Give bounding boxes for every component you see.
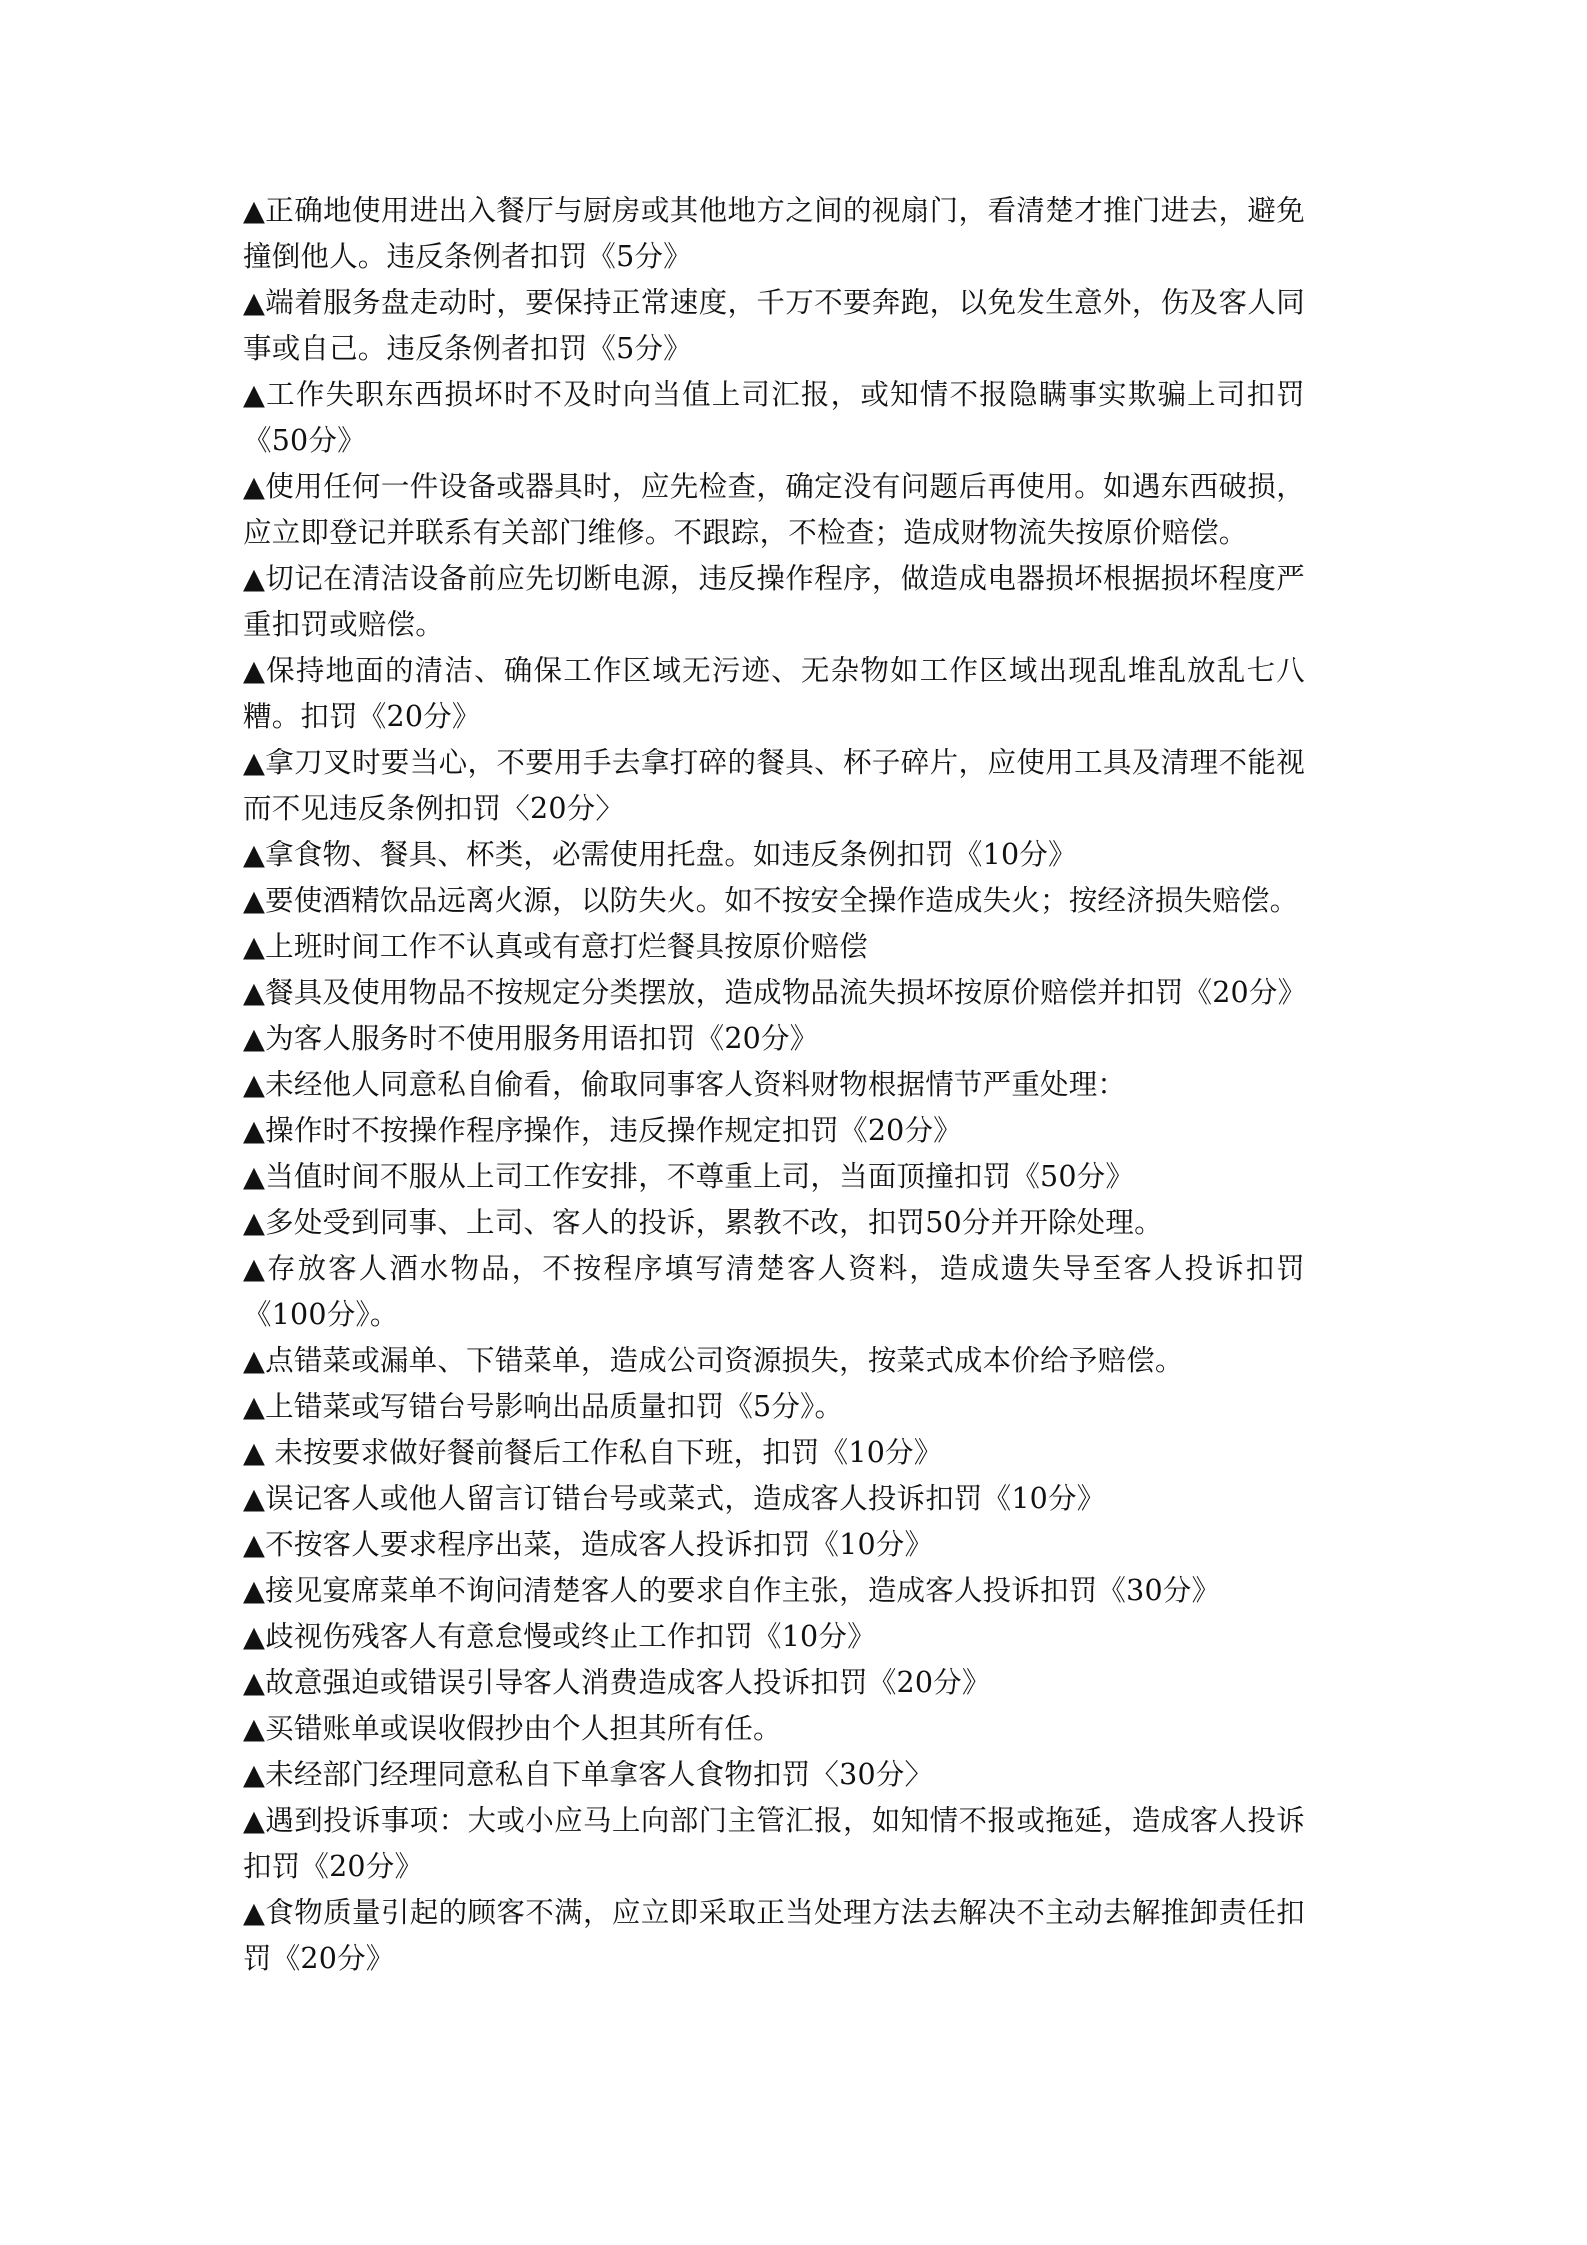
rule-item: ▲不按客人要求程序出菜，造成客人投诉扣罚《10分》 (243, 1528, 934, 1561)
rule-item: ▲端着服务盘走动时，要保持正常速度，千万不要奔跑，以免发生意外，伤及客人同事或自己。违反条例者扣罚《5分》 (243, 286, 1305, 365)
rule-item: ▲接见宴席菜单不询问清楚客人的要求自作主张，造成客人投诉扣罚《30分》 (243, 1574, 1221, 1607)
rule-item: ▲ 未按要求做好餐前餐后工作私自下班，扣罚《10分》 (243, 1436, 943, 1469)
rule-item: ▲拿食物、餐具、杯类，必需使用托盘。如违反条例扣罚《10分》 (243, 838, 1077, 871)
rule-item: ▲拿刀叉时要当心，不要用手去拿打碎的餐具、杯子碎片，应使用工具及清理不能视而不见违反条例扣罚〈20分〉 (243, 746, 1305, 825)
rule-item: ▲买错账单或误收假抄由个人担其所有任。 (243, 1712, 782, 1745)
rule-item: ▲保持地面的清洁、确保工作区域无污迹、无杂物如工作区域出现乱堆乱放乱七八糟。扣罚《20分》 (243, 654, 1305, 733)
rule-item: ▲为客人服务时不使用服务用语扣罚《20分》 (243, 1022, 819, 1055)
rule-item: ▲点错菜或漏单、下错菜单，造成公司资源损失，按菜式成本价给予赔偿。 (243, 1344, 1184, 1377)
rule-item: ▲故意强迫或错误引导客人消费造成客人投诉扣罚《20分》 (243, 1666, 991, 1699)
rule-item: ▲工作失职东西损坏时不及时向当值上司汇报，或知情不报隐瞒事实欺骗上司扣罚《50分》 (243, 378, 1305, 457)
rule-item: ▲正确地使用进出入餐厅与厨房或其他地方之间的视扇门，看清楚才推门进去，避免撞倒他人。违反条例者扣罚《5分》 (243, 194, 1305, 273)
rule-item: ▲上错菜或写错台号影响出品质量扣罚《5分》。 (243, 1390, 844, 1423)
rule-item: ▲存放客人酒水物品，不按程序填写清楚客人资料，造成遗失导至客人投诉扣罚《100分》。 (243, 1252, 1305, 1331)
rule-item: ▲遇到投诉事项：大或小应马上向部门主管汇报，如知情不报或拖延，造成客人投诉扣罚《20分》 (243, 1804, 1305, 1883)
rule-item: ▲上班时间工作不认真或有意打烂餐具按原价赔偿 (243, 930, 868, 963)
rule-item: ▲切记在清洁设备前应先切断电源，违反操作程序，做造成电器损坏根据损坏程度严重扣罚或赔偿。 (243, 562, 1305, 641)
rule-item: ▲要使酒精饮品远离火源，以防失火。如不按安全操作造成失火；按经济损失赔偿。 (243, 884, 1299, 917)
rule-item: ▲使用任何一件设备或器具时，应先检查，确定没有问题后再使用。如遇东西破损，应立即登记并联系有关部门维修。不跟踪，不检查；造成财物流失按原价赔偿。 (243, 470, 1305, 549)
rule-item: ▲误记客人或他人留言订错台号或菜式，造成客人投诉扣罚《10分》 (243, 1482, 1106, 1515)
rule-item: ▲多处受到同事、上司、客人的投诉，累教不改，扣罚50分并开除处理。 (243, 1206, 1163, 1239)
rule-item: ▲未经他人同意私自偷看，偷取同事客人资料财物根据情节严重处理： (243, 1068, 1127, 1101)
rule-item: ▲餐具及使用物品不按规定分类摆放，造成物品流失损坏按原价赔偿并扣罚《20分》 (243, 976, 1307, 1009)
rule-item: ▲未经部门经理同意私自下单拿客人食物扣罚〈30分〉 (243, 1758, 934, 1791)
rule-item: ▲操作时不按操作程序操作，违反操作规定扣罚《20分》 (243, 1114, 962, 1147)
rule-item: ▲当值时间不服从上司工作安排，不尊重上司，当面顶撞扣罚《50分》 (243, 1160, 1135, 1193)
rule-item: ▲食物质量引起的顾客不满，应立即采取正当处理方法去解决不主动去解推卸责任扣罚《20分》 (243, 1896, 1305, 1975)
rule-item: ▲歧视伤残客人有意怠慢或终止工作扣罚《10分》 (243, 1620, 876, 1653)
document-body (243, 188, 1305, 1982)
